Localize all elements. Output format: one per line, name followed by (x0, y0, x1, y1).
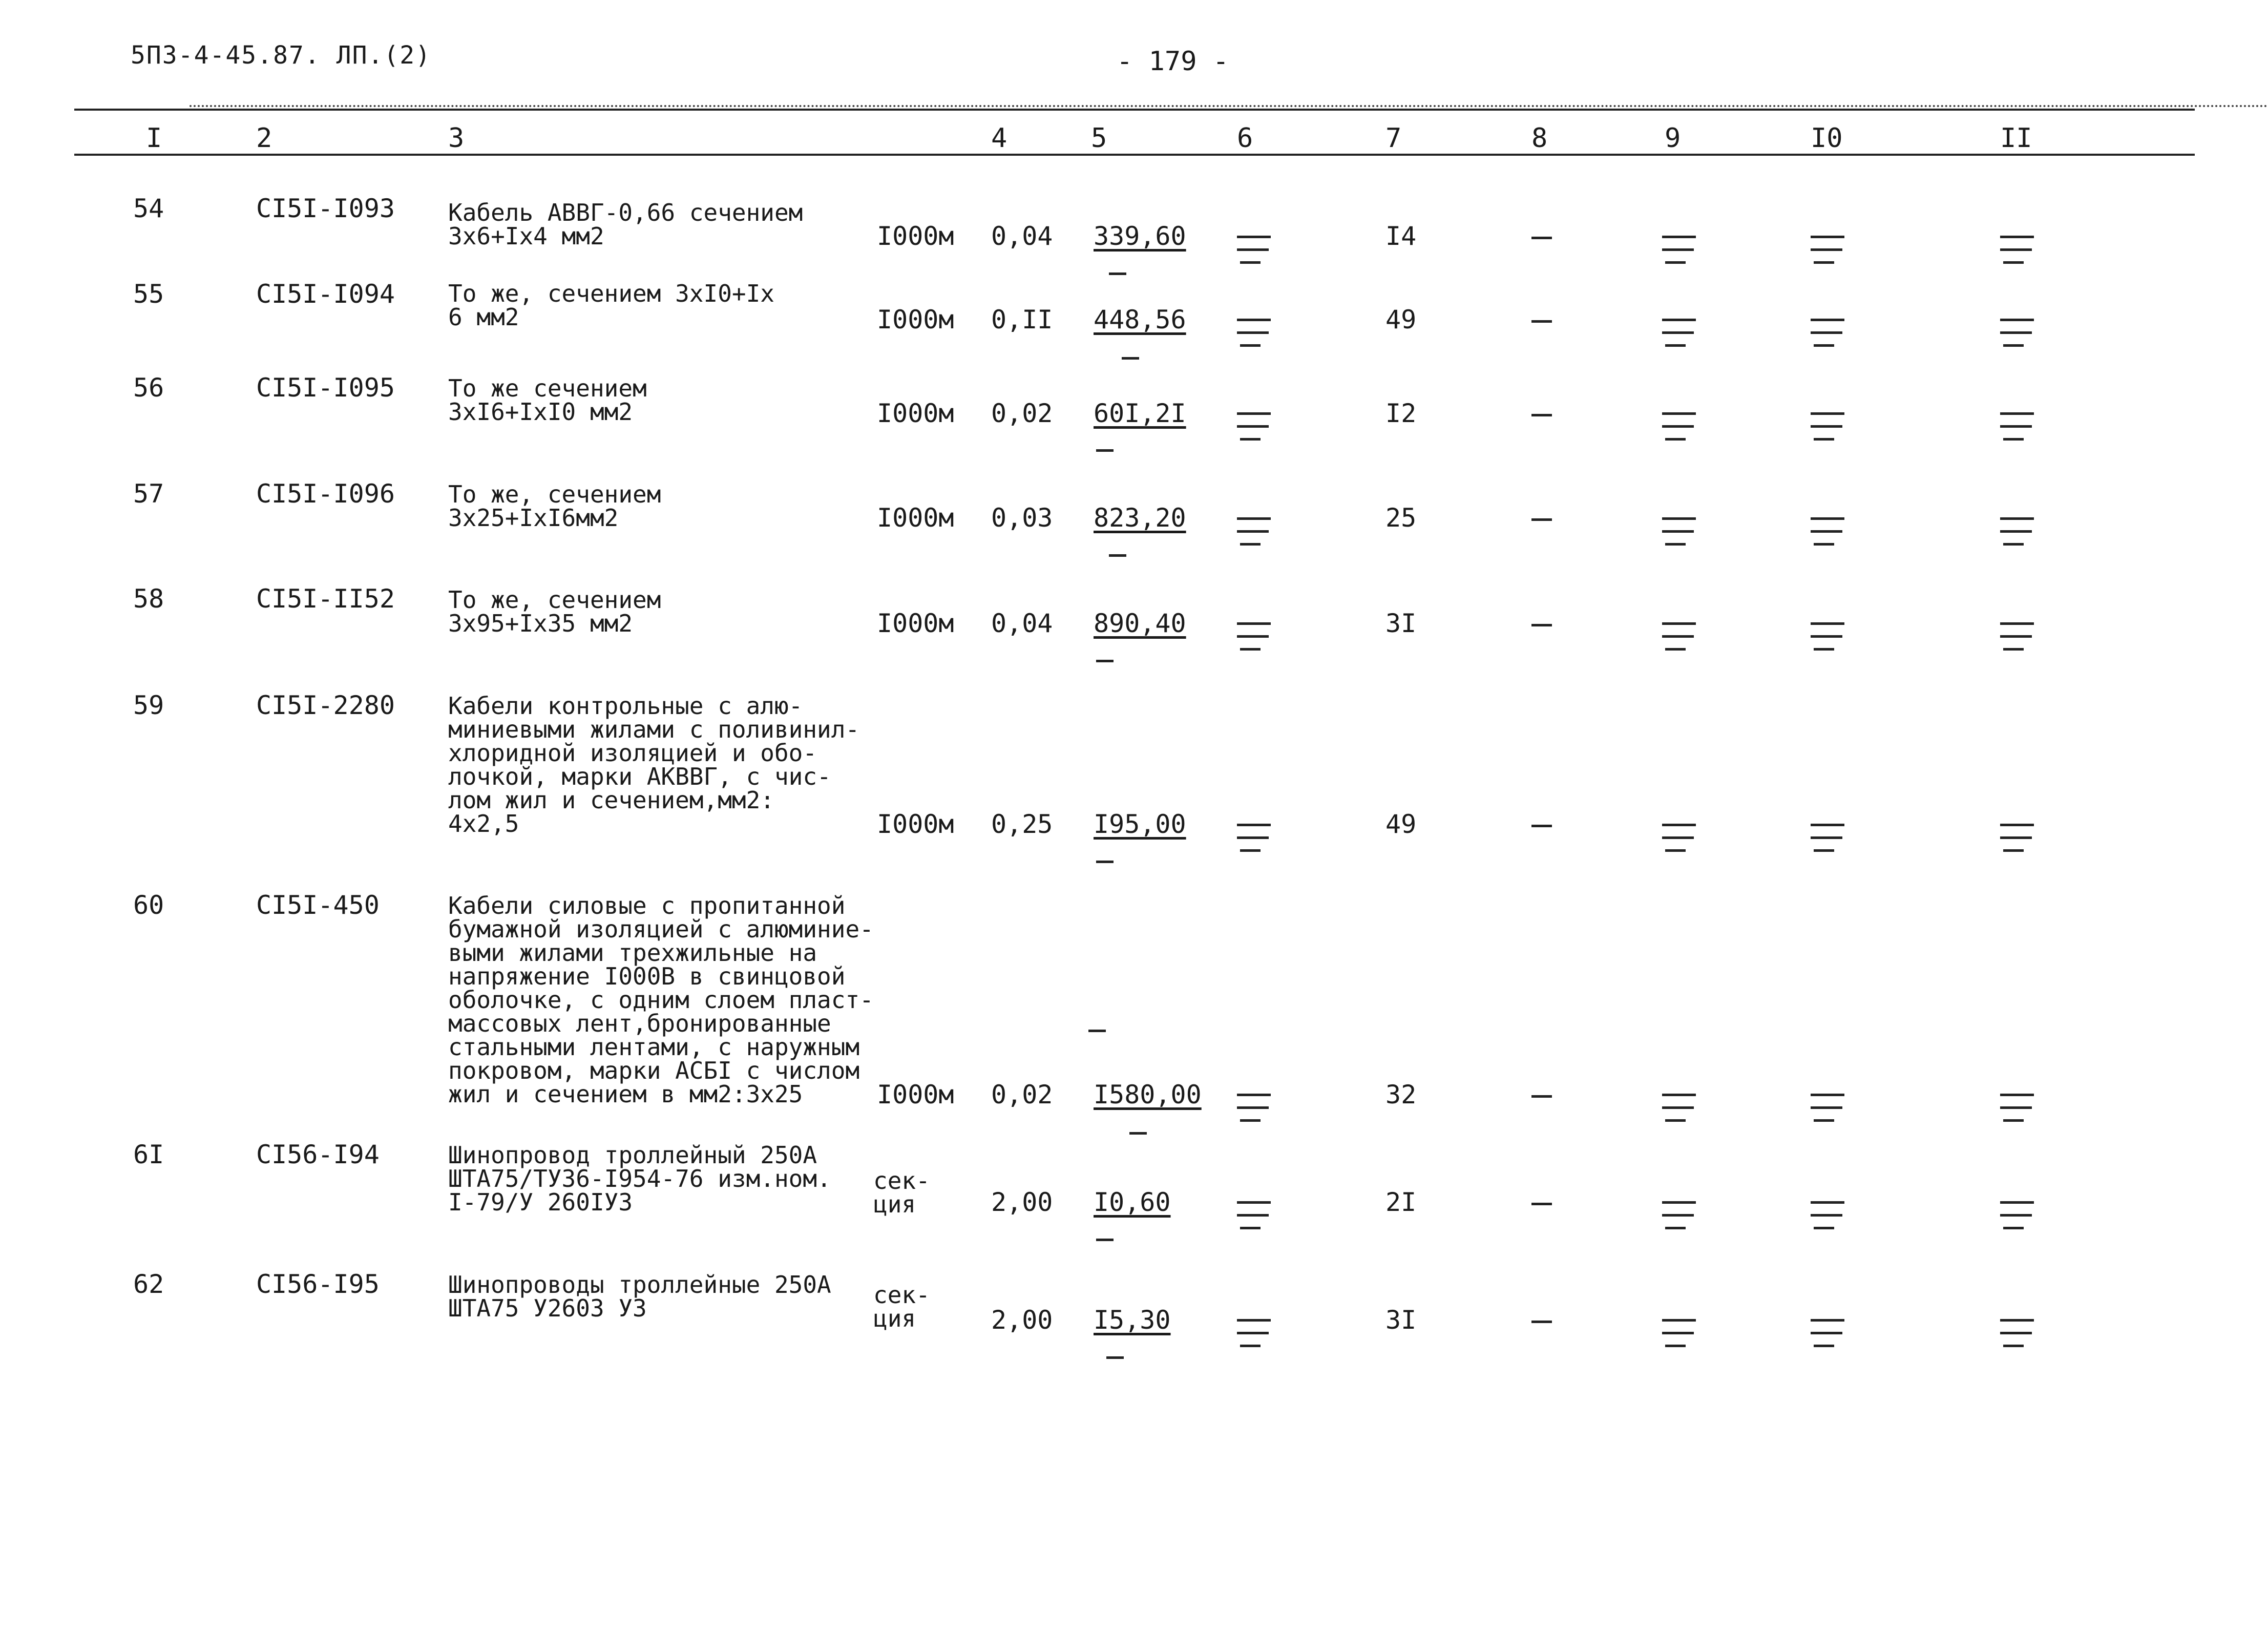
col10-dash-mark (1811, 1094, 1846, 1124)
row-description: Кабели силовые с пропитанной бумажной изоляцией с алюминие- выми жилами трехжильные на напряжение I000В в свинцовой оболочке, с одним слоем пласт- массовых лент,бронированные стальными лентами, с наружным покровом, марки АСБI с числом жил и сечением в мм2:3x25 (448, 892, 874, 1108)
col8-dash (1531, 518, 1552, 521)
row-col7-value: I2 (1385, 399, 1417, 428)
price-sub-dash (1096, 660, 1114, 662)
price-sub-dash (1109, 273, 1126, 275)
row-price: 339,60 (1094, 221, 1186, 251)
col10-dash-mark (1811, 622, 1846, 653)
row-col7-value: 3I (1385, 1305, 1417, 1335)
row-unit: сек- ция (873, 1281, 930, 1332)
col8-dash (1531, 414, 1552, 416)
row-number: 58 (133, 584, 164, 614)
row-code: CI56-I94 (256, 1140, 380, 1169)
col9-dash-mark (1662, 1094, 1698, 1124)
row-quantity: 0,04 (991, 221, 1053, 251)
col11-dash-mark (2000, 622, 2036, 653)
col6-dash-mark (1237, 1319, 1273, 1350)
row-quantity: 0,02 (991, 1080, 1053, 1109)
row-quantity: 0,II (991, 305, 1053, 334)
col9-dash-mark (1662, 1319, 1698, 1350)
col9-dash-mark (1662, 622, 1698, 653)
row-description: Кабели контрольные с алю- миниевыми жилами с поливинил- хлоридной изоляцией и обо- лочкой, марки АКВВГ, с чис- лом жил и сечением,мм2: 4x2,5 (448, 692, 860, 837)
row-number: 60 (133, 890, 164, 920)
col11-dash-mark (2000, 517, 2036, 548)
row-unit: I000м (877, 399, 954, 428)
row-unit: I000м (877, 609, 954, 638)
row-description: Шинопроводы троллейные 250А ШТА75 У2603 У3 (448, 1271, 831, 1322)
row-col7-value: 49 (1385, 809, 1417, 839)
row-unit: I000м (877, 809, 954, 839)
row-unit: I000м (877, 1080, 954, 1109)
row-code: CI5I-I094 (256, 279, 395, 309)
column-header-1: I (146, 123, 162, 154)
row-quantity: 2,00 (991, 1187, 1053, 1217)
row-price: 823,20 (1094, 503, 1186, 533)
row-code: CI5I-I096 (256, 479, 395, 509)
row-code: CI5I-2280 (256, 690, 395, 720)
column-header-2: 2 (256, 123, 272, 154)
row-number: 6I (133, 1140, 164, 1169)
row-number: 55 (133, 279, 164, 309)
document-code: 5ПЗ-4-45.87. ЛП.(2) (131, 41, 432, 70)
row-code: CI5I-I093 (256, 194, 395, 223)
col10-dash-mark (1811, 319, 1846, 349)
header-bottom-rule (74, 154, 2195, 156)
row-unit: I000м (877, 503, 954, 533)
row-number: 62 (133, 1269, 164, 1299)
row-price: I0,60 (1094, 1187, 1171, 1217)
row-col7-value: 25 (1385, 503, 1417, 533)
column-header-6: 6 (1237, 123, 1253, 154)
row-description: То же, сечением 3x25+IxI6мм2 (448, 480, 661, 532)
row-quantity: 0,25 (991, 809, 1053, 839)
col11-dash-mark (2000, 1094, 2036, 1124)
col6-dash-mark (1237, 1201, 1273, 1232)
row-col7-value: 3I (1385, 609, 1417, 638)
row-price: I580,00 (1094, 1080, 1202, 1109)
row-number: 54 (133, 194, 164, 223)
col8-dash (1531, 624, 1552, 626)
col11-dash-mark (2000, 236, 2036, 266)
col6-dash-mark (1237, 824, 1273, 854)
row-price: 448,56 (1094, 305, 1186, 334)
row-description: Кабель АВВГ-0,66 сечением 3x6+Iх4 мм2 (448, 199, 803, 250)
price-sub-dash (1096, 1239, 1114, 1241)
row-code: CI5I-I095 (256, 373, 395, 403)
col8-dash (1531, 825, 1552, 827)
row-quantity: 0,02 (991, 399, 1053, 428)
col6-dash-mark (1237, 236, 1273, 266)
row-price: I5,30 (1094, 1305, 1171, 1335)
col6-dash-mark (1237, 517, 1273, 548)
row-price: 60I,2I (1094, 399, 1186, 428)
col10-dash-mark (1811, 236, 1846, 266)
column-header-5: 5 (1091, 123, 1107, 154)
col11-dash-mark (2000, 824, 2036, 854)
col6-dash-mark (1237, 319, 1273, 349)
col9-dash-mark (1662, 824, 1698, 854)
col8-dash (1531, 237, 1552, 239)
col8-dash (1531, 320, 1552, 323)
col11-dash-mark (2000, 412, 2036, 443)
price-sub-dash (1122, 357, 1139, 360)
row-price: 890,40 (1094, 609, 1186, 638)
col9-dash-mark (1662, 1201, 1698, 1232)
row-col7-value: 32 (1385, 1080, 1417, 1109)
col11-dash-mark (2000, 1319, 2036, 1350)
col8-dash (1531, 1095, 1552, 1098)
col9-dash-mark (1662, 412, 1698, 443)
col9-dash-mark (1662, 319, 1698, 349)
col9-dash-mark (1662, 236, 1698, 266)
row-number: 57 (133, 479, 164, 509)
row-description: Шинопровод троллейный 250А ШТА75/ТУ36-I954-76 изм.ном. I-79/У 260IУ3 (448, 1141, 831, 1216)
row-unit: I000м (877, 305, 954, 334)
column-header-10: I0 (1811, 123, 1843, 154)
header-top-rule (74, 109, 2195, 111)
column-header-4: 4 (991, 123, 1007, 154)
col11-dash-mark (2000, 1201, 2036, 1232)
row-number: 56 (133, 373, 164, 403)
row-quantity: 0,04 (991, 609, 1053, 638)
price-sub-dash (1106, 1356, 1124, 1359)
col10-dash-mark (1811, 1319, 1846, 1350)
col6-dash-mark (1237, 412, 1273, 443)
price-sub-dash (1109, 554, 1126, 557)
col10-dash-mark (1811, 824, 1846, 854)
col11-dash-mark (2000, 319, 2036, 349)
column-header-3: 3 (448, 123, 465, 154)
row-description: То же, сечением 3x95+Iх35 мм2 (448, 586, 661, 637)
col10-dash-mark (1811, 517, 1846, 548)
column-header-8: 8 (1531, 123, 1548, 154)
row-code: CI5I-II52 (256, 584, 395, 614)
row-col7-value: I4 (1385, 221, 1417, 251)
row-col7-value: 2I (1385, 1187, 1417, 1217)
row-code: CI56-I95 (256, 1269, 380, 1299)
col5-upper-dash (1088, 1030, 1106, 1032)
row-price: I95,00 (1094, 809, 1186, 839)
page-number: - 179 - (1117, 46, 1229, 77)
row-quantity: 0,03 (991, 503, 1053, 533)
row-unit: I000м (877, 221, 954, 251)
row-description: То же сечением 3xI6+IxI0 мм2 (448, 374, 647, 426)
column-header-7: 7 (1385, 123, 1402, 154)
row-col7-value: 49 (1385, 305, 1417, 334)
col6-dash-mark (1237, 622, 1273, 653)
col10-dash-mark (1811, 1201, 1846, 1232)
price-sub-dash (1096, 861, 1114, 863)
column-header-11: II (2000, 123, 2032, 154)
row-number: 59 (133, 690, 164, 720)
price-sub-dash (1129, 1132, 1147, 1135)
row-code: CI5I-450 (256, 890, 380, 920)
column-header-9: 9 (1665, 123, 1681, 154)
row-unit: сек- ция (873, 1167, 930, 1218)
row-quantity: 2,00 (991, 1305, 1053, 1335)
top-dotted-rule (190, 105, 2268, 107)
row-description: То же, сечением 3xI0+Iх 6 мм2 (448, 280, 774, 331)
col8-dash (1531, 1321, 1552, 1323)
col6-dash-mark (1237, 1094, 1273, 1124)
col10-dash-mark (1811, 412, 1846, 443)
price-sub-dash (1096, 449, 1114, 452)
col9-dash-mark (1662, 517, 1698, 548)
col8-dash (1531, 1203, 1552, 1205)
